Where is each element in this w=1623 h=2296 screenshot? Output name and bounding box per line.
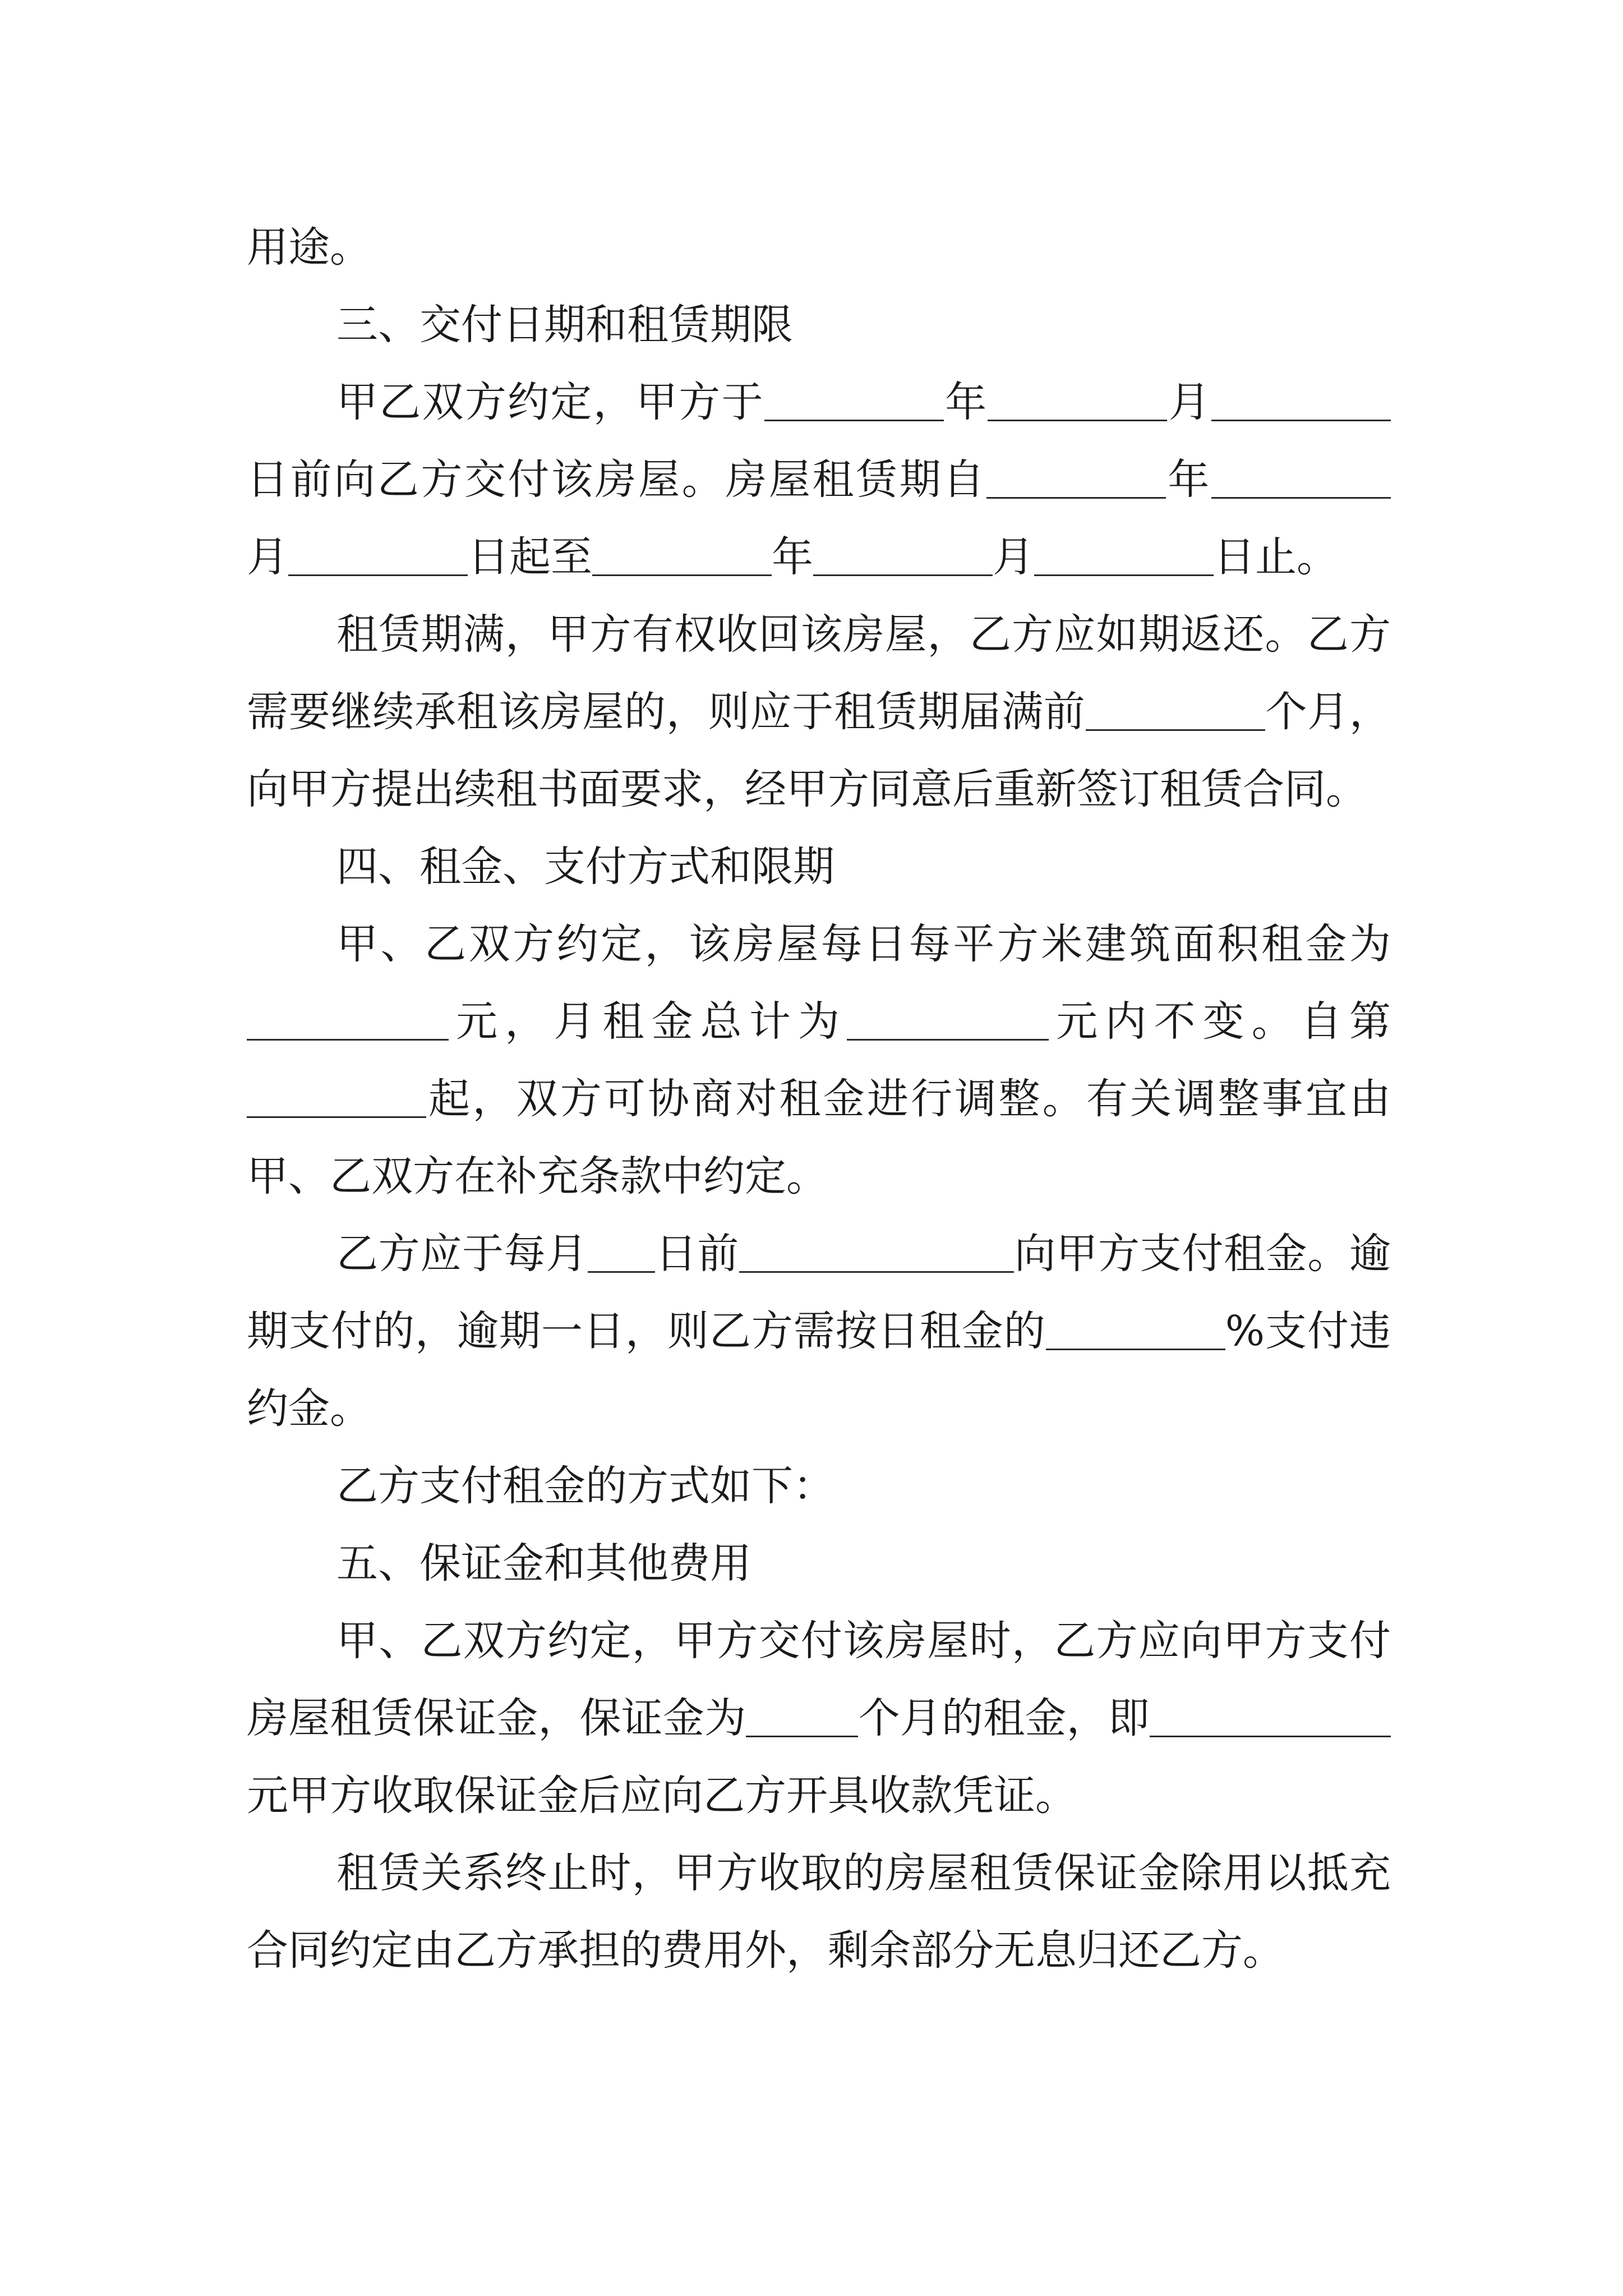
- blank-line: [247, 997, 449, 1041]
- heading-text: 四、租金、支付方式和限期: [336, 843, 834, 891]
- blank-line: [813, 533, 993, 576]
- text-run: 向甲方支付租金。逾期支付的，逾期一日，则乙方需按日租金的: [247, 1230, 1391, 1355]
- text-run: 日前向乙方交付该房屋。房屋租赁期自: [247, 455, 986, 504]
- text-run: 日止。: [1214, 533, 1338, 581]
- text-run: 甲、乙双方约定，该房屋每日每平方米建筑面积租金为: [336, 920, 1391, 968]
- text-run: 月: [247, 533, 288, 581]
- heading-text: 五、保证金和其他费用: [336, 1539, 751, 1588]
- blank-line: [746, 1694, 858, 1737]
- paragraph-deposit-amount: [247, 1602, 1391, 1834]
- section-heading-rent: [247, 828, 1391, 905]
- text-run: 日起至: [468, 533, 592, 581]
- paragraph-deposit-return: [247, 1834, 1391, 1989]
- text-run: 日前: [655, 1230, 739, 1278]
- blank-line: [1086, 688, 1265, 731]
- blank-line: [739, 1230, 1014, 1273]
- paragraph-lease-renewal: [247, 596, 1391, 828]
- text-run: 乙方应于每月: [336, 1230, 588, 1278]
- text-run: 元，月租金总计为: [449, 997, 847, 1046]
- text-run: 年: [943, 378, 988, 426]
- heading-text: 三、交付日期和租赁期限: [336, 301, 793, 349]
- blank-line: [988, 378, 1167, 421]
- paragraph-payment-method: [247, 1447, 1391, 1525]
- paragraph-continuation: [247, 209, 1391, 286]
- text-run: 个月，向甲方提出续租书面要求，经甲方同意后重新签订租赁合同。: [247, 688, 1391, 813]
- text-run: 月: [993, 533, 1034, 581]
- text-run: 租赁期满，甲方有权收回该房屋，乙方应如期返还。乙方需要继续承租该房屋的，则应于租赁期届满前: [247, 610, 1391, 736]
- text-run: 年: [1165, 455, 1212, 504]
- paragraph-delivery-dates: [247, 364, 1391, 596]
- section-heading-delivery: [247, 286, 1391, 364]
- document-page: [247, 209, 1391, 1989]
- blank-line: [1034, 533, 1214, 576]
- text-run: 元内不变。自第: [1049, 997, 1391, 1046]
- blank-line: [847, 997, 1049, 1041]
- blank-line: [986, 455, 1166, 499]
- text-run: 年: [772, 533, 813, 581]
- paragraph-rent-payment: [247, 1215, 1391, 1447]
- paragraph-rent-amount: [247, 905, 1391, 1215]
- blank-line: [1211, 378, 1391, 421]
- blank-line: [592, 533, 772, 576]
- blank-line: [247, 1075, 426, 1118]
- blank-line: [764, 378, 944, 421]
- text-run: 月: [1167, 378, 1212, 426]
- blank-line: [1046, 1307, 1225, 1350]
- blank-line: [588, 1230, 655, 1273]
- paragraph-text: 租赁关系终止时，甲方收取的房屋租赁保证金除用以抵充合同约定由乙方承担的费用外，剩余部分无息归还乙方。: [247, 1849, 1391, 1975]
- text-run: 甲乙双方约定，甲方于: [336, 378, 764, 426]
- blank-line: [1150, 1694, 1391, 1737]
- text-run: 个月的租金，即: [858, 1694, 1150, 1742]
- blank-line: [1211, 455, 1391, 499]
- text-run: 起，双方可协商对租金进行调整。有关调整事宜由甲、乙双方在补充条款中约定。: [247, 1075, 1391, 1200]
- paragraph-text: 用途。: [247, 223, 371, 272]
- text-run: %支付违约金。: [247, 1307, 1391, 1433]
- text-run: 甲、乙双方约定，甲方交付该房屋时，乙方应向甲方支付房屋租赁保证金，保证金为: [247, 1617, 1391, 1742]
- paragraph-text: 乙方支付租金的方式如下：: [336, 1462, 834, 1510]
- section-heading-deposit: [247, 1525, 1391, 1602]
- blank-line: [288, 533, 468, 576]
- text-run: 元甲方收取保证金后应向乙方开具收款凭证。: [247, 1772, 1077, 1820]
